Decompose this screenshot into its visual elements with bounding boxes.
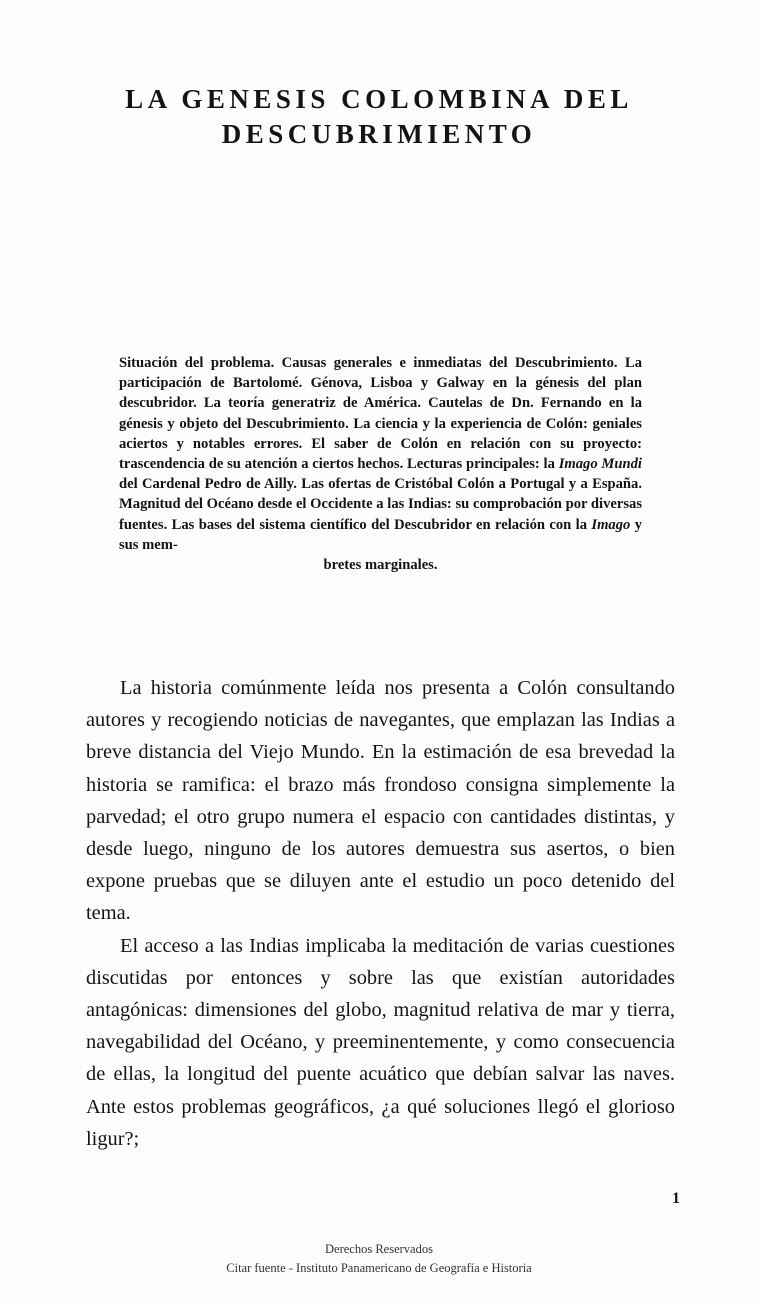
footer-rights: Derechos Reservados <box>325 1242 433 1256</box>
summary-text-3: y sus mem- <box>119 516 643 553</box>
body-paragraph-1: La historia comúnmente leída nos presenta a Colón consultando autores y recogiendo noticias de navegantes, que emplazan las Indias a breve distancia del Viejo Mundo. En la estimación de esa brevedad la historia se ramifica: el brazo más frondoso consigna simplemente la parvedad; el otro grupo numera el espacio con cantidades distintas, y desde luego, ninguno de los autores demuestra sus asertos, o bien expone pruebas que se diluyen ante el estudio un poco detenido del tema. <box>86 677 675 925</box>
footer <box>0 1240 758 1278</box>
chapter-title-line-1: LA GENESIS COLOMBINA DEL <box>125 84 633 114</box>
summary-last-line: bretes marginales. <box>323 557 438 574</box>
summary-italic-imago: Imago <box>591 516 631 533</box>
summary-italic-imago-mundi: Imago Mundi <box>558 456 642 473</box>
summary-text-2: del Cardenal Pedro de Ailly. Las ofertas de Cristóbal Colón a Portugal y a España. Magnitud del Océano desde el Occidente a las Indias: su comprobación por diversas fuentes. Las bases del sistema científico del Descubridor en relación con la <box>119 476 642 533</box>
summary-text-1: Situación del problema. Causas generales e inmediatas del Descubrimiento. La participación de Bartolomé. Génova, Lisboa y Galway en la génesis del plan descubridor. La teoría generatriz de América. Cautelas de Dn. Fernando en la génesis y objeto del Descubrimiento. La ciencia y la experiencia de Colón: geniales aciertos y notables errores. El saber de Colón en relación con su proyecto: trascendencia de su atención a ciertos hechos. Lecturas principales: la <box>119 355 642 473</box>
chapter-summary <box>119 353 642 575</box>
chapter-title <box>0 82 758 152</box>
page-number: 1 <box>672 1190 680 1207</box>
chapter-title-line-2: DESCUBRIMIENTO <box>221 119 537 149</box>
body-paragraph-2: El acceso a las Indias implicaba la meditación de varias cuestiones discutidas por entonces y sobre las que existían autoridades antagónicas: dimensiones del globo, magnitud relativa de mar y tierra, navegabilidad del Océano, y preeminentemente, y como consecuencia de ellas, la longitud del puente acuático que debían salvar las naves. Ante estos problemas geográficos, ¿a qué soluciones llegó el glorioso ligur?; <box>86 934 675 1150</box>
body-text <box>86 672 675 1155</box>
footer-source: Citar fuente - Instituto Panamericano de Geografía e Historia <box>226 1261 532 1275</box>
